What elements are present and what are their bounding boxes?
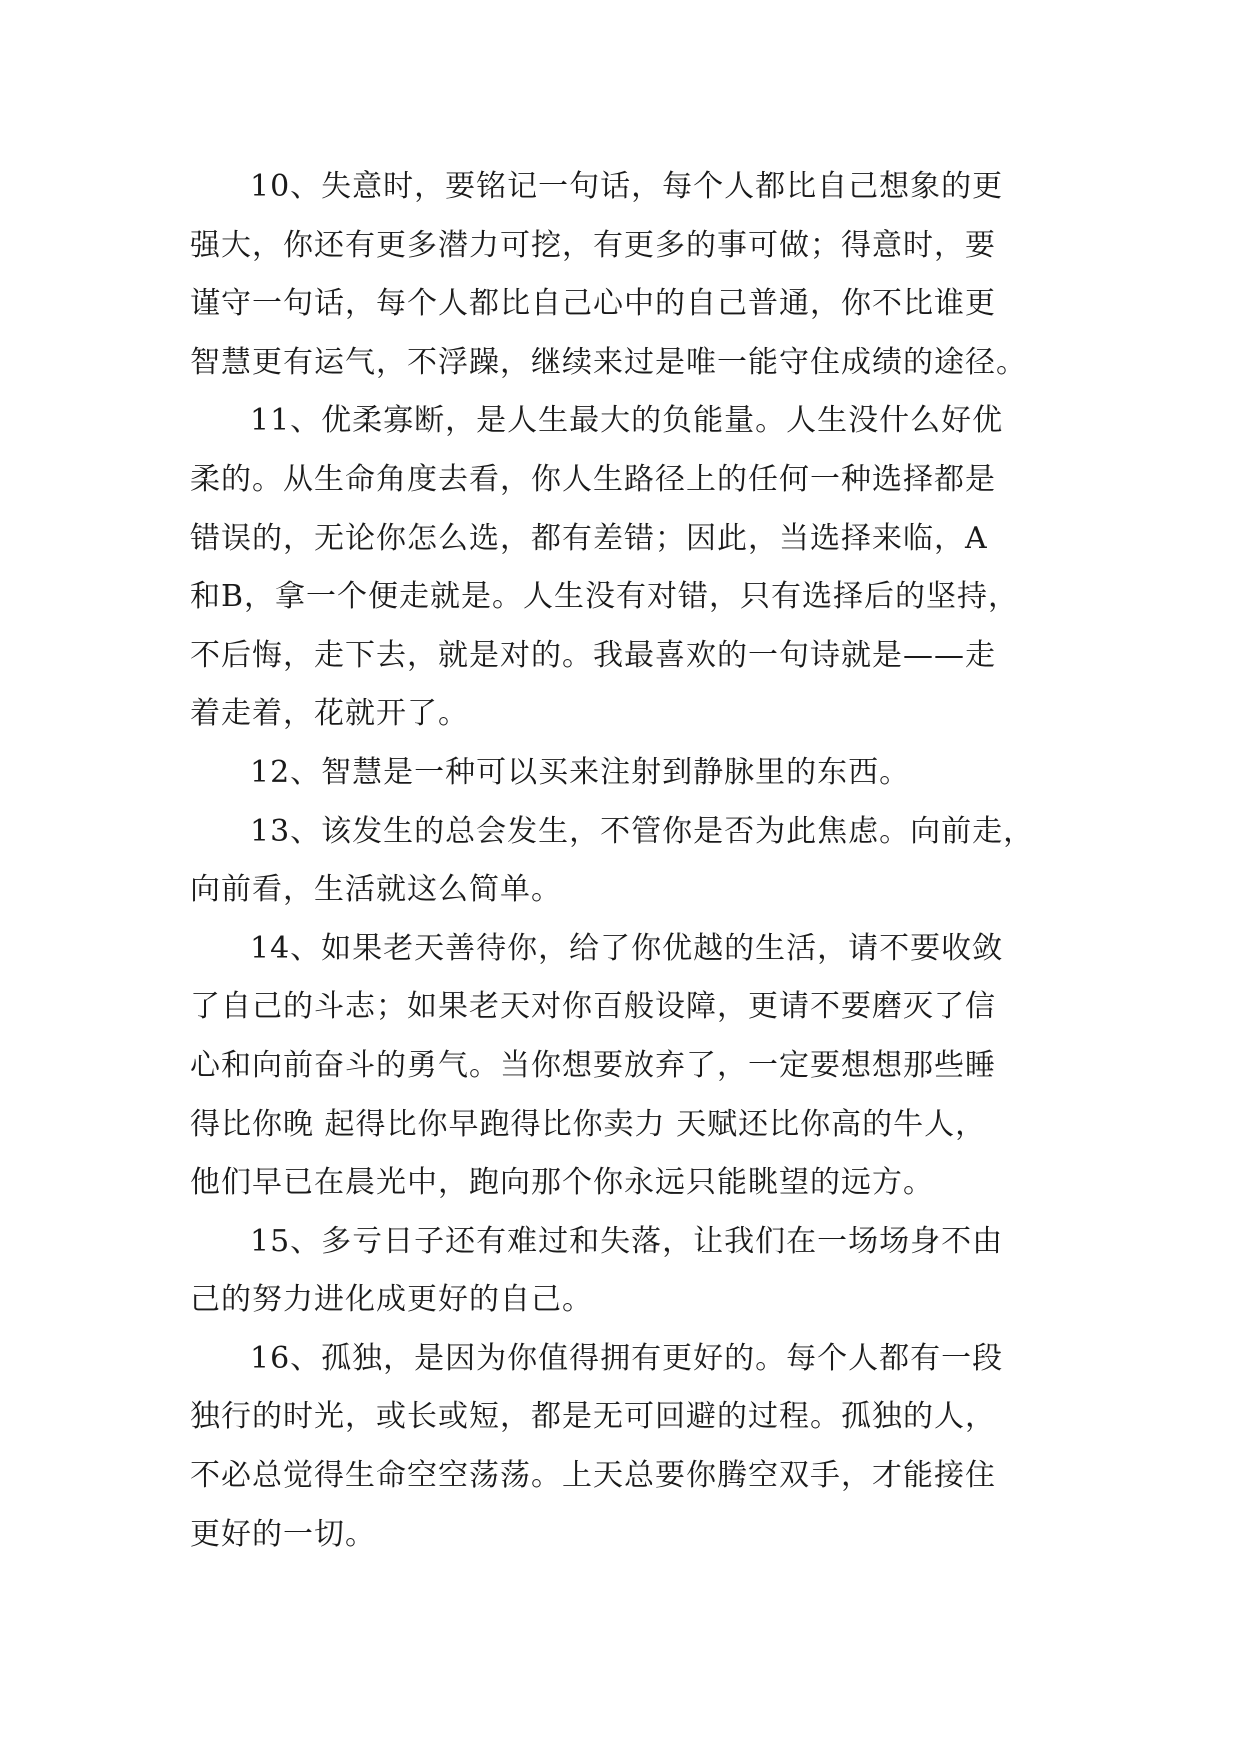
paragraph-line: 11、优柔寡断，是人生最大的负能量。人生没什么好优 [250, 403, 1004, 439]
paragraph-line: 强大，你还有更多潜力可挖，有更多的事可做；得意时，要 [190, 227, 996, 263]
paragraph-line: 己的努力进化成更好的自己。 [190, 1282, 593, 1318]
paragraph-13 [190, 803, 1050, 920]
paragraph-line: 更好的一切。 [190, 1516, 376, 1552]
paragraph-line: 16、孤独，是因为你值得拥有更好的。每个人都有一段 [250, 1340, 1004, 1376]
paragraph-10 [190, 158, 1050, 392]
paragraph-line: 14、如果老天善待你，给了你优越的生活，请不要收敛 [250, 930, 1004, 966]
paragraph-line: 15、多亏日子还有难过和失落，让我们在一场场身不由 [250, 1223, 1004, 1259]
paragraph-11 [190, 392, 1050, 744]
paragraph-16 [190, 1330, 1050, 1564]
paragraph-line: 着走着，花就开了。 [190, 696, 469, 732]
paragraph-14 [190, 920, 1050, 1213]
paragraph-line: 13、该发生的总会发生，不管你是否为此焦虑。向前走， [250, 813, 1035, 849]
paragraph-line: 了自己的斗志；如果老天对你百般设障，更请不要磨灭了信 [190, 989, 996, 1025]
paragraph-line: 得比你晚 起得比你早跑得比你卖力 天赋还比你高的牛人， [190, 1106, 987, 1142]
paragraph-line: 心和向前奋斗的勇气。当你想要放弃了，一定要想想那些睡 [190, 1047, 996, 1083]
paragraph-line: 智慧更有运气，不浮躁，继续来过是唯一能守住成绩的途径。 [190, 344, 1027, 380]
paragraph-line: 独行的时光，或长或短，都是无可回避的过程。孤独的人， [190, 1399, 996, 1435]
paragraph-15 [190, 1213, 1050, 1330]
document-page [190, 158, 1050, 1564]
paragraph-line: 向前看，生活就这么简单。 [190, 872, 562, 908]
paragraph-line: 不后悔，走下去，就是对的。我最喜欢的一句诗就是——走 [190, 637, 996, 673]
paragraph-line: 他们早已在晨光中，跑向那个你永远只能眺望的远方。 [190, 1165, 934, 1201]
paragraph-line: 谨守一句话，每个人都比自己心中的自己普通，你不比谁更 [190, 286, 996, 322]
paragraph-line: 错误的，无论你怎么选，都有差错；因此，当选择来临，A [190, 520, 988, 556]
paragraph-line: 12、智慧是一种可以买来注射到静脉里的东西。 [250, 754, 911, 790]
paragraph-line: 柔的。从生命角度去看，你人生路径上的任何一种选择都是 [190, 461, 996, 497]
paragraph-line: 10、失意时，要铭记一句话，每个人都比自己想象的更 [250, 169, 1004, 204]
paragraph-line: 不必总觉得生命空空荡荡。上天总要你腾空双手，才能接住 [190, 1458, 996, 1494]
paragraph-line: 和B，拿一个便走就是。人生没有对错，只有选择后的坚持， [190, 579, 1020, 615]
paragraph-12 [190, 744, 1050, 803]
